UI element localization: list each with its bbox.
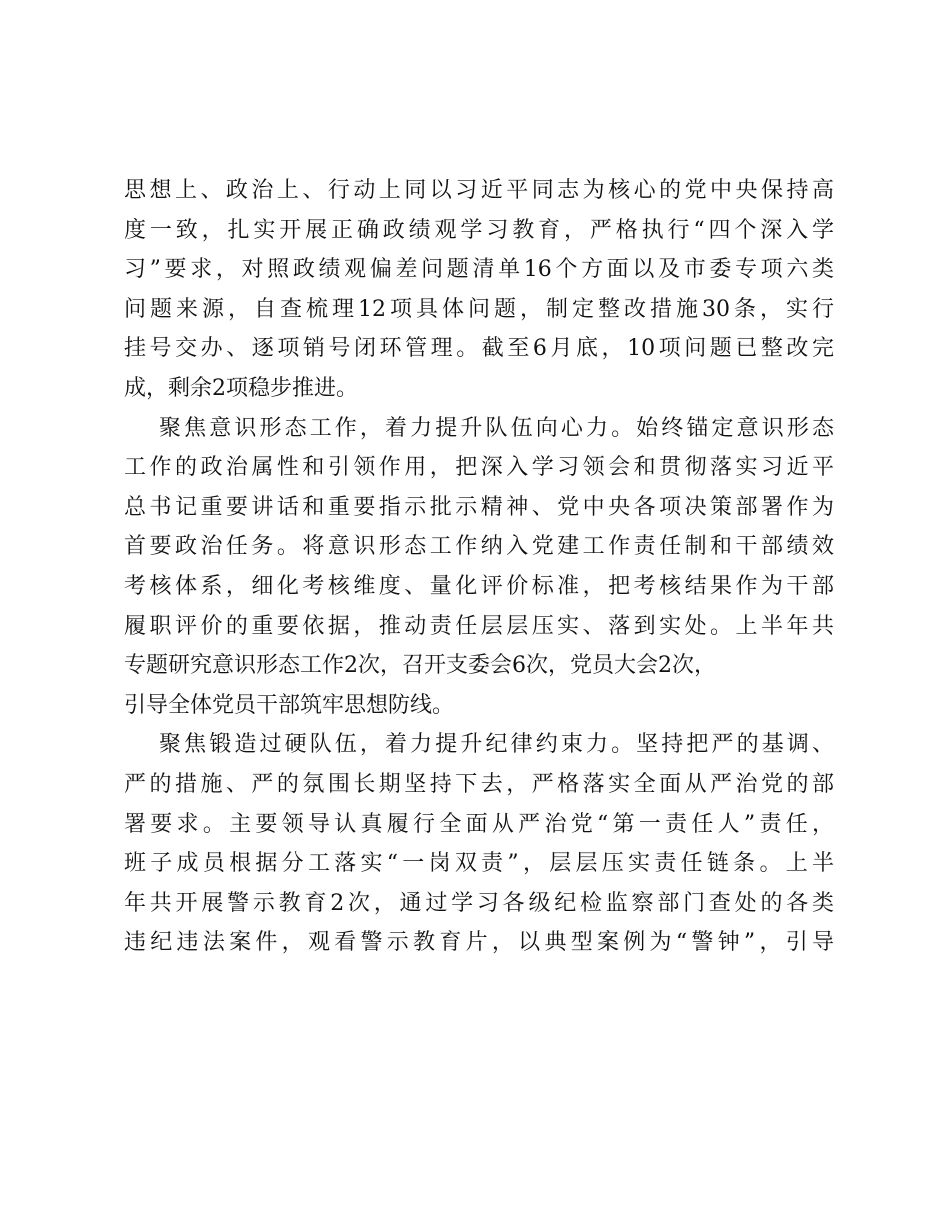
text-line: 引导全体党员干部筑牢思想防线。 (124, 692, 455, 718)
text-line: 成，剩余2项稳步推进。 (124, 375, 358, 401)
document-body (124, 171, 834, 963)
text-line: 挂号交办、逐项销号闭环管理。截至6月底，10项问题已整改完 (124, 336, 834, 362)
text-line: 考核体系，细化考核维度、量化评价标准，把考核结果作为干部 (124, 573, 834, 599)
text-line: 工作的政治属性和引领作用，把深入学习领会和贯彻落实习近平 (124, 455, 834, 481)
text-line: 违纪违法案件，观看警示教育片，以典型案例为“警钟”，引导 (124, 930, 834, 956)
text-line: 专题研究意识形态工作2次，召开支委会6次，党员大会2次， (124, 653, 716, 679)
text-line: 习”要求，对照政绩观偏差问题清单16个方面以及市委专项六类 (124, 257, 834, 283)
text-line: 问题来源，自查梳理12项具体问题，制定整改措施30条，实行 (124, 296, 834, 322)
paragraph-first-line: 聚焦意识形态工作，着力提升队伍向心力。始终锚定意识形态 (159, 415, 834, 441)
text-line: 年共开展警示教育2次，通过学习各级纪检监察部门查处的各类 (124, 890, 834, 916)
text-line: 严的措施、严的氛围长期坚持下去，严格落实全面从严治党的部 (124, 771, 834, 797)
text-line: 履职评价的重要依据，推动责任层层压实、落到实处。上半年共 (124, 613, 834, 639)
text-line: 首要政治任务。将意识形态工作纳入党建工作责任制和干部绩效 (124, 534, 834, 560)
text-line: 总书记重要讲话和重要指示批示精神、党中央各项决策部署作为 (124, 494, 834, 520)
paragraph-first-line: 聚焦锻造过硬队伍，着力提升纪律约束力。坚持把严的基调、 (159, 732, 834, 758)
text-line: 署要求。主要领导认真履行全面从严治党“第一责任人”责任， (124, 811, 834, 837)
text-line: 思想上、政治上、行动上同以习近平同志为核心的党中央保持高 (124, 178, 834, 203)
text-line: 度一致，扎实开展正确政绩观学习教育，严格执行“四个深入学 (124, 217, 834, 243)
text-line: 班子成员根据分工落实“一岗双责”，层层压实责任链条。上半 (124, 851, 834, 877)
